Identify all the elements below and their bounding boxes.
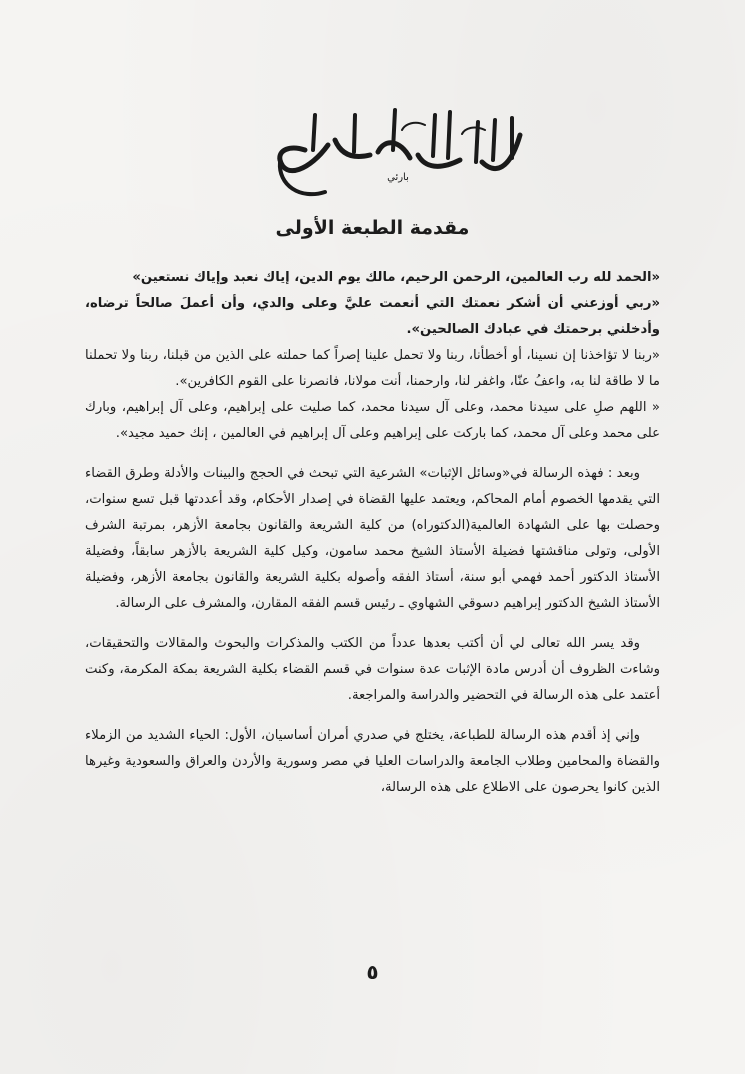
basmala-calligraphy [250, 100, 540, 210]
page-heading: مقدمة الطبعة الأولى [275, 217, 470, 239]
basmala-small-text: بارئي [387, 172, 409, 183]
paragraph-printing: وإني إذ أقدم هذه الرسالة للطباعة، يختلج في صدري أمران أساسيان، الأول: الحياء الشديد من الزملاء والقضاة والمحامين وطلاب الجامعة والدراسات العليا في مصر وسورية والأردن والعراق والسعودية وغيرها الذين كانوا يحرصون على الاطلاع على هذه الرسالة، [85, 728, 660, 795]
paragraph-dua-1: «ربي أوزعني أن أشكر نعمتك التي أنعمت عليَّ وعلى والدي، وأن أعملَ صالحاً ترضاه، وأدخلني برحمتك في عبادك الصالحين». [85, 296, 660, 337]
basmala-calligraphy-image [250, 100, 540, 210]
paragraph-intro: وبعد : فهذه الرسالة في«وسائل الإثبات» الشرعية التي تبحث في الحجج والبينات والأدلة وطرق القضاء التي يقدمها الخصوم أمام المحاكم، ويعتمد عليها القضاة في إصدار الأحكام، وقد أعددتها قبل تسع سنوات، وحصلت بها على الشهادة العالمية(الدكتوراه) من كلية الشريعة والقانون بجامعة الأزهر، بمرتبة الشرف الأولى، وتولى مناقشتها فضيلة الأستاذ الشيخ محمد سامون، وكيل كلية الشريعة بالأزهر سابقاً، وفضيلة الأستاذ الدكتور أحمد فهمي أبو سنة، أستاذ الفقه وأصوله بكلية الشريعة والقانون بجامعة الأزهر، وفضيلة الأستاذ الشيخ الدكتور إبراهيم دسوقي الشهاوي ـ رئيس قسم الفقه المقارن، والمشرف على الرسالة. [85, 466, 660, 611]
paragraph-teaching: وقد يسر الله تعالى لي أن أكتب بعدها عدداً من الكتب والمذكرات والبحوث والمقالات والتحقيقات، وشاءت الظروف أن أدرس مادة الإثبات عدة سنوات في قسم القضاء بكلية الشريعة بمكة المكرمة، وكنت أعتمد على هذه الرسالة في التحضير والدراسة والمراجعة. [85, 636, 660, 703]
paragraph-dua-2: «ربنا لا تؤاخذنا إن نسينا، أو أخطأنا، ربنا ولا تحمل علينا إصراً كما حملته على الذين من قبلنا، ربنا ولا تحملنا ما لا طاقة لنا به، واعفُ عنّا، واغفر لنا، وارحمنا، أنت مولانا، فانصرنا على القوم الكافرين». [85, 348, 660, 389]
paragraph-hamd: «الحمد لله رب العالمين، الرحمن الرحيم، مالك يوم الدين، إياك نعبد وإياك نستعين» [132, 270, 660, 285]
body-text [85, 265, 660, 801]
page-number: ٥ [366, 960, 379, 984]
paragraph-salawat: « اللهم صلِ على سيدنا محمد، وعلى آل سيدنا محمد، كما صليت على إبراهيم، وعلى آل إبراهيم، وبارك على محمد وعلى آل محمد، كما باركت على إبراهيم وعلى آل إبراهيم في العالمين ، إنك حميد مجيد». [85, 400, 660, 441]
